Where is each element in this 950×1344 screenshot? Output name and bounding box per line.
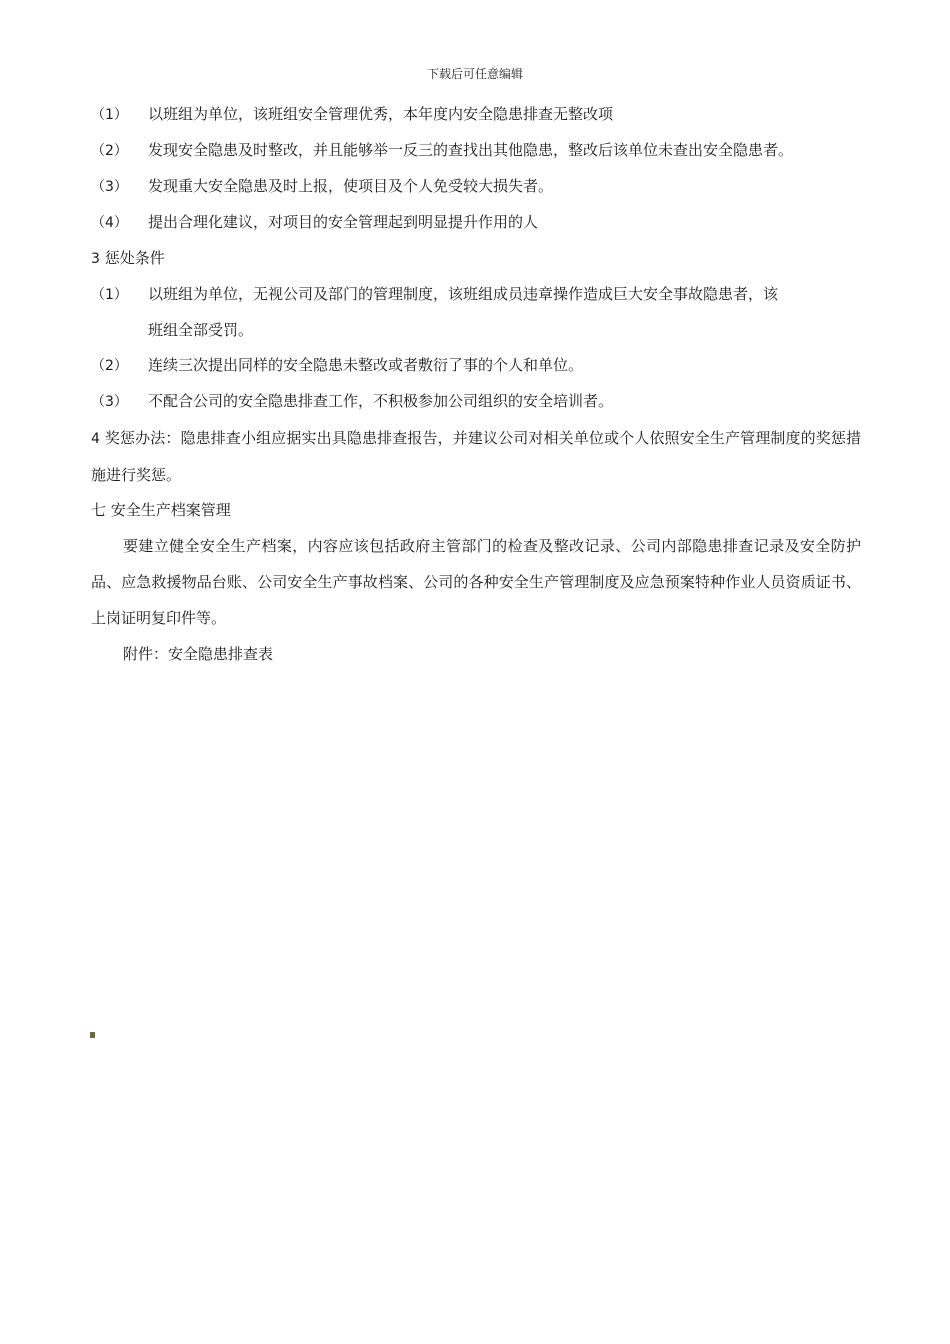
- method-number: 4: [91, 431, 100, 447]
- page-header: 下载后可任意编辑: [426, 67, 523, 81]
- penalty-item-3: [91, 384, 861, 420]
- item-text: 发现重大安全隐患及时上报，使项目及个人免受较大损失者。: [148, 177, 554, 195]
- item-number: （3）: [91, 394, 128, 410]
- section-7-body: 要建立健全安全生产档案，内容应该包括政府主管部门的检查及整改记录、公司内部隐患排查记录及安全防护品、应急救援物品台账、公司安全生产事故档案、公司的各种安全生产管理制度及应急预案特种作业人员资质证书、上岗证明复印件等。: [91, 537, 861, 627]
- reward-item-4: [91, 205, 861, 241]
- reward-item-3: [91, 169, 861, 205]
- section-7-title: 七 安全生产档案管理: [91, 501, 231, 519]
- item-text: 以班组为单位，无视公司及部门的管理制度，该班组成员违章操作造成巨大安全事故隐患者，该: [148, 285, 779, 303]
- item-number: （3）: [91, 179, 128, 195]
- item-text: 不配合公司的安全隐患排查工作，不积极参加公司组织的安全培训者。: [148, 392, 614, 410]
- item-number: （4）: [91, 215, 128, 231]
- method-paragraph: [91, 420, 861, 493]
- item-text: 提出合理化建议，对项目的安全管理起到明显提升作用的人: [148, 213, 539, 231]
- bullet-marker: [90, 1032, 95, 1038]
- heading-number: 3: [91, 251, 100, 267]
- reward-item-1: [91, 97, 861, 133]
- penalty-item-2: [91, 348, 861, 384]
- reward-item-2: [91, 133, 861, 169]
- item-text: 连续三次提出同样的安全隐患未整改或者敷衍了事的个人和单位。: [148, 356, 584, 374]
- penalty-heading: [91, 241, 861, 277]
- penalty-item-1-continuation: 班组全部受罚。: [148, 321, 254, 339]
- heading-text: 惩处条件: [104, 249, 165, 267]
- penalty-item-1: [91, 277, 861, 313]
- item-text: 发现安全隐患及时整改，并且能够举一反三的查找出其他隐患，整改后该单位未查出安全隐患者。: [148, 141, 794, 159]
- item-number: （2）: [91, 143, 128, 159]
- item-number: （1）: [91, 287, 128, 303]
- item-number: （1）: [91, 107, 128, 123]
- method-text: 奖惩办法：隐患排查小组应据实出具隐患排查报告，并建议公司对相关单位或个人依照安全生产管理制度的奖惩措施进行奖惩。: [91, 429, 861, 484]
- item-text: 以班组为单位，该班组安全管理优秀，本年度内安全隐患排查无整改项: [148, 105, 614, 123]
- attachment-line: 附件：安全隐患排查表: [123, 645, 274, 663]
- item-number: （2）: [91, 358, 128, 374]
- document-body: [91, 97, 861, 672]
